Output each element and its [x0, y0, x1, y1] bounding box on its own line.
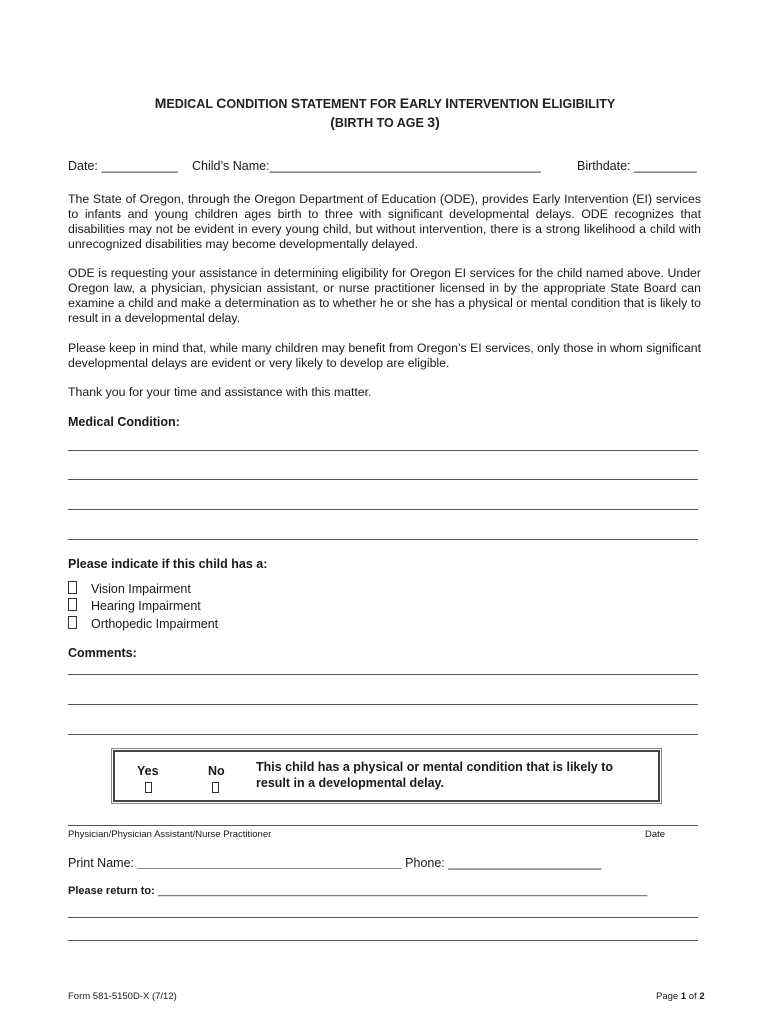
page-total: 2: [699, 991, 705, 1002]
title-word-initial: E: [542, 95, 552, 111]
no-label: No: [208, 764, 225, 778]
comments-line-3[interactable]: [68, 734, 698, 735]
eligibility-paragraph: Please keep in mind that, while many children may benefit from Oregon’s EI services, only those in whom significant developmental delays are evident or very likely to develop are eligible.: [68, 341, 701, 370]
indicate-label: Please indicate if this child has a:: [68, 557, 268, 571]
hearing-impairment-label: Hearing Impairment: [91, 599, 201, 613]
checkbox-icon[interactable]: [68, 616, 77, 629]
vision-impairment-option[interactable]: [68, 581, 191, 597]
document-title-line-1: [0, 95, 770, 111]
title-word-initial: I: [445, 95, 450, 111]
comments-label: Comments:: [68, 646, 137, 660]
medical-condition-line-1[interactable]: [68, 450, 698, 451]
title-age-text: BIRTH TO AGE: [334, 116, 428, 130]
yes-checkbox[interactable]: [145, 780, 152, 798]
statement-text-line-1: This child has a physical or mental condition that is likely to: [256, 760, 614, 774]
page-prefix: Page: [656, 991, 681, 1002]
title-word-rest: ONDITION: [226, 97, 291, 111]
checkbox-icon[interactable]: [68, 581, 77, 594]
title-word-rest: ARLY: [409, 97, 446, 111]
print-name-blank[interactable]: ______________________________________: [137, 856, 402, 870]
title-word-initial: M: [154, 95, 167, 111]
phone-label: Phone:: [405, 856, 445, 870]
orthopedic-impairment-label: Orthopedic Impairment: [91, 617, 219, 631]
page-number: [656, 991, 705, 1002]
comments-line-1[interactable]: [68, 674, 698, 675]
orthopedic-impairment-option[interactable]: [68, 616, 218, 632]
title-word-initial: E: [399, 95, 410, 111]
signature-line[interactable]: [68, 825, 698, 826]
signature-role-label: Physician/Physician Assistant/Nurse Practitioner: [68, 829, 272, 840]
yes-label: Yes: [137, 764, 159, 778]
return-address-line-2[interactable]: [68, 940, 698, 941]
intro-paragraph: The State of Oregon, through the Oregon Department of Education (ODE), provides Early Intervention (EI) services to infants and young children ages birth to three with significant developmental delays. ODE recognizes that disabilities may not be evident in every young child, but without intervention, there is a strong likelihood a child with unrecognized disabilities may become developmentally delayed.: [68, 192, 701, 251]
title-open-paren: (: [330, 114, 335, 130]
title-word-rest: LIGIBILITY: [551, 97, 616, 111]
title-age-number: 3: [427, 114, 436, 130]
return-to-label: Please return to:: [68, 885, 155, 897]
comments-line-2[interactable]: [68, 704, 698, 705]
page-of: of: [686, 991, 700, 1002]
birthdate-field[interactable]: Birthdate: _________: [577, 159, 697, 173]
document-title-line-2: [0, 114, 770, 130]
statement-text-line-2: result in a developmental delay.: [256, 776, 445, 790]
medical-condition-line-2[interactable]: [68, 479, 698, 480]
date-field[interactable]: Date: ___________: [68, 159, 178, 173]
no-checkbox[interactable]: [212, 780, 219, 798]
page-current: 1: [680, 991, 687, 1002]
child-name-field[interactable]: Child’s Name:_______________________________________: [192, 159, 541, 173]
return-to-field[interactable]: [68, 884, 647, 898]
hearing-impairment-option[interactable]: [68, 598, 201, 614]
thank-you-paragraph: Thank you for your time and assistance with this matter.: [68, 385, 372, 399]
medical-condition-label: Medical Condition:: [68, 415, 180, 429]
print-name-field[interactable]: [68, 856, 601, 871]
phone-blank[interactable]: ______________________: [448, 856, 602, 870]
checkbox-icon[interactable]: [145, 782, 152, 793]
signature-date-label: Date: [645, 829, 666, 840]
vision-impairment-label: Vision Impairment: [91, 582, 191, 596]
title-close-paren: ): [435, 114, 440, 130]
medical-condition-line-4[interactable]: [68, 539, 698, 540]
title-word-initial: C: [216, 95, 227, 111]
checkbox-icon[interactable]: [212, 782, 219, 793]
return-address-line-1[interactable]: [68, 917, 698, 918]
title-word-rest: TATEMENT FOR: [300, 97, 400, 111]
title-word-rest: EDICAL: [166, 97, 217, 111]
request-paragraph: ODE is requesting your assistance in determining eligibility for Oregon EI services for the child named above. Under Oregon law, a physician, physician assistant, or nurse practitioner licensed in by the appropriate State Board can examine a child and make a determination as to whether he or she has a physical or mental condition that is likely to result in a developmental delay.: [68, 266, 701, 325]
print-name-label: Print Name:: [68, 856, 134, 870]
form-id: Form 581-5150D-X (7/12): [68, 991, 177, 1002]
title-word-rest: NTERVENTION: [449, 97, 543, 111]
return-to-blank[interactable]: ________________________________________________________________________________: [157, 885, 648, 897]
title-word-initial: S: [290, 95, 301, 111]
checkbox-icon[interactable]: [68, 598, 77, 611]
medical-condition-line-3[interactable]: [68, 509, 698, 510]
